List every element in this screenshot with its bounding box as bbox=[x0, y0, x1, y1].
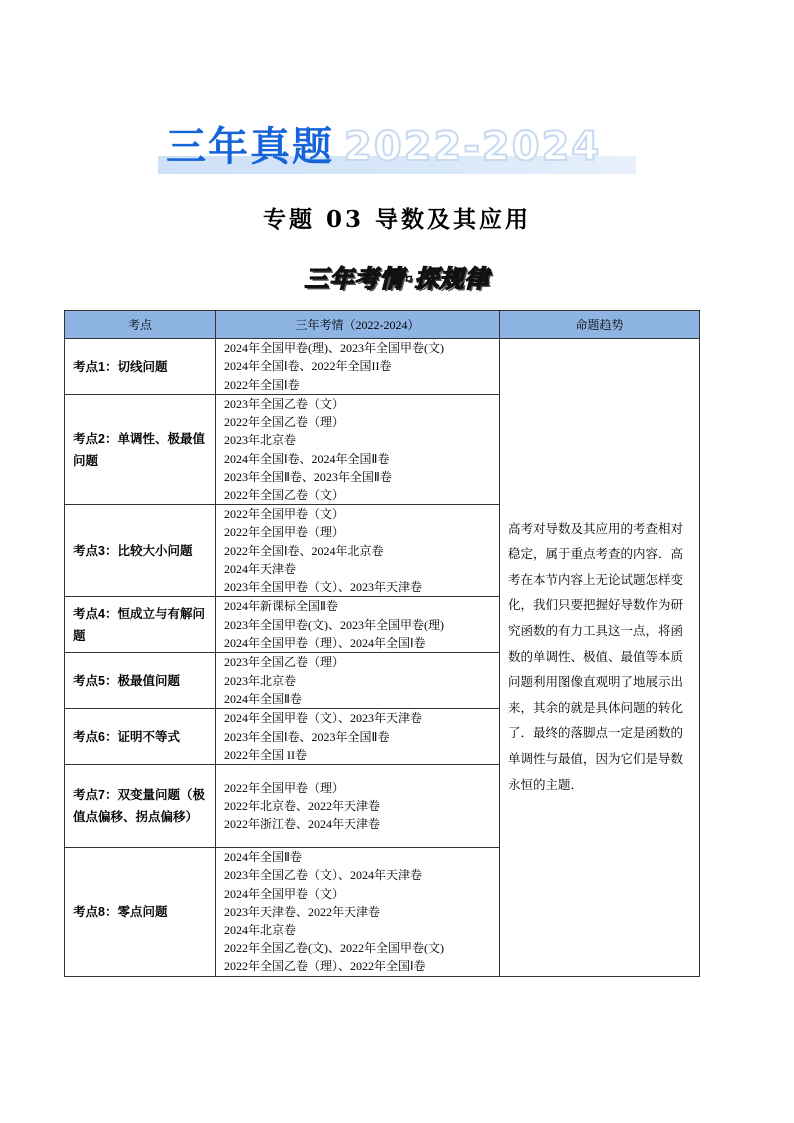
year-entry: 2024年全国甲卷（文） bbox=[224, 886, 345, 901]
year-entry: 2022年全国Ⅰ卷、2024年北京卷 bbox=[224, 543, 384, 558]
year-entry: 2023年全国甲卷（文）、2023年天津卷 bbox=[224, 580, 423, 595]
years-cell bbox=[216, 848, 500, 976]
year-entry: 2024年全国Ⅱ卷 bbox=[224, 691, 302, 706]
topic-subtitle: 专题 03 导数及其应用 bbox=[262, 206, 532, 233]
year-entry: 2023年全国乙卷（理） bbox=[224, 655, 345, 670]
trend-cell: 高考对导数及其应用的考查相对稳定，属于重点考查的内容．高考在本节内容上无论试题怎样变化，我们只要把握好导数作为研究函数的有力工具这一点，将函数的单调性、极值、最值等本质问题利用图像直观明了地展示出来，其余的就是具体问题的转化了．最终的落脚点一定是函数的单调性与最值，因为它们是导数永恒的主题． bbox=[500, 339, 700, 977]
banner-title-cn: 三年真题 bbox=[166, 124, 334, 170]
year-entry: 2024年全国Ⅱ卷 bbox=[224, 850, 302, 865]
year-entry: 2024年全国甲卷(理)、2023年全国甲卷(文) bbox=[224, 341, 444, 356]
year-entry: 2022年北京卷、2022年天津卷 bbox=[224, 799, 381, 814]
table-row bbox=[65, 339, 700, 395]
year-entry: 2024年全国Ⅰ卷、2024年全国Ⅱ卷 bbox=[224, 451, 390, 466]
year-entry: 2022年全国 II卷 bbox=[224, 747, 307, 762]
year-entry: 2023年天津卷、2022年天津卷 bbox=[224, 904, 381, 919]
banner-title-years: 2022-2024 bbox=[344, 124, 602, 170]
banner-text bbox=[166, 122, 601, 172]
year-entry: 2024年全国甲卷（文）、2023年天津卷 bbox=[224, 711, 423, 726]
header-topic: 考点 bbox=[65, 311, 216, 339]
topic-cell: 考点7：双变量问题（极值点偏移、拐点偏移） bbox=[65, 765, 216, 848]
years-cell bbox=[216, 339, 500, 395]
years-cell bbox=[216, 709, 500, 765]
year-entry: 2024年新课标全国Ⅱ卷 bbox=[224, 599, 338, 614]
year-entry: 2024年全国Ⅰ卷、2022年全国II卷 bbox=[224, 359, 392, 374]
title-banner bbox=[158, 122, 636, 178]
topic-cell: 考点2：单调性、极最值问题 bbox=[65, 395, 216, 505]
topic-cell: 考点3：比较大小问题 bbox=[65, 505, 216, 597]
year-entry: 2023年北京卷 bbox=[224, 433, 297, 448]
topic-cell: 考点6：证明不等式 bbox=[65, 709, 216, 765]
year-entry: 2024年天津卷 bbox=[224, 561, 297, 576]
topic-cell: 考点8：零点问题 bbox=[65, 848, 216, 976]
topic-cell: 考点1：切线问题 bbox=[65, 339, 216, 395]
year-entry: 2023年北京卷 bbox=[224, 673, 297, 688]
year-entry: 2022年全国甲卷（文） bbox=[224, 507, 345, 522]
years-cell bbox=[216, 395, 500, 505]
year-entry: 2024年全国甲卷（理）、2024年全国Ⅰ卷 bbox=[224, 635, 426, 650]
year-entry: 2022年全国乙卷（理）、2022年全国Ⅰ卷 bbox=[224, 959, 426, 974]
year-entry: 2023年全国乙卷（文） bbox=[224, 397, 345, 411]
year-entry: 2022年全国Ⅰ卷 bbox=[224, 377, 300, 392]
years-cell bbox=[216, 505, 500, 597]
year-entry: 2022年全国乙卷（文） bbox=[224, 488, 345, 503]
years-cell bbox=[216, 597, 500, 653]
years-cell bbox=[216, 765, 500, 848]
year-entry: 2023年全国甲卷(文)、2023年全国甲卷(理) bbox=[224, 617, 444, 632]
header-trend: 命题趋势 bbox=[500, 311, 700, 339]
topic-cell: 考点4：恒成立与有解问题 bbox=[65, 597, 216, 653]
header-years: 三年考情（2022-2024） bbox=[216, 311, 500, 339]
year-entry: 2023年全国Ⅰ卷、2023年全国Ⅱ卷 bbox=[224, 729, 390, 744]
table-header-row bbox=[65, 311, 700, 339]
year-entry: 2023年全国Ⅱ卷、2023年全国Ⅱ卷 bbox=[224, 469, 392, 484]
year-entry: 2024年北京卷 bbox=[224, 923, 297, 938]
exam-analysis-table bbox=[64, 310, 700, 977]
year-entry: 2022年全国甲卷（理） bbox=[224, 780, 345, 795]
year-entry: 2022年全国乙卷（理） bbox=[224, 415, 345, 430]
year-entry: 2022年全国甲卷（理） bbox=[224, 525, 345, 540]
year-entry: 2022年全国乙卷(文)、2022年全国甲卷(文) bbox=[224, 941, 444, 956]
years-cell bbox=[216, 653, 500, 709]
year-entry: 2023年全国乙卷（文）、2024年天津卷 bbox=[224, 868, 423, 883]
year-entry: 2022年浙江卷、2024年天津卷 bbox=[224, 817, 381, 832]
topic-cell: 考点5：极最值问题 bbox=[65, 653, 216, 709]
section-title: 三年考情·探规律 bbox=[304, 265, 490, 293]
